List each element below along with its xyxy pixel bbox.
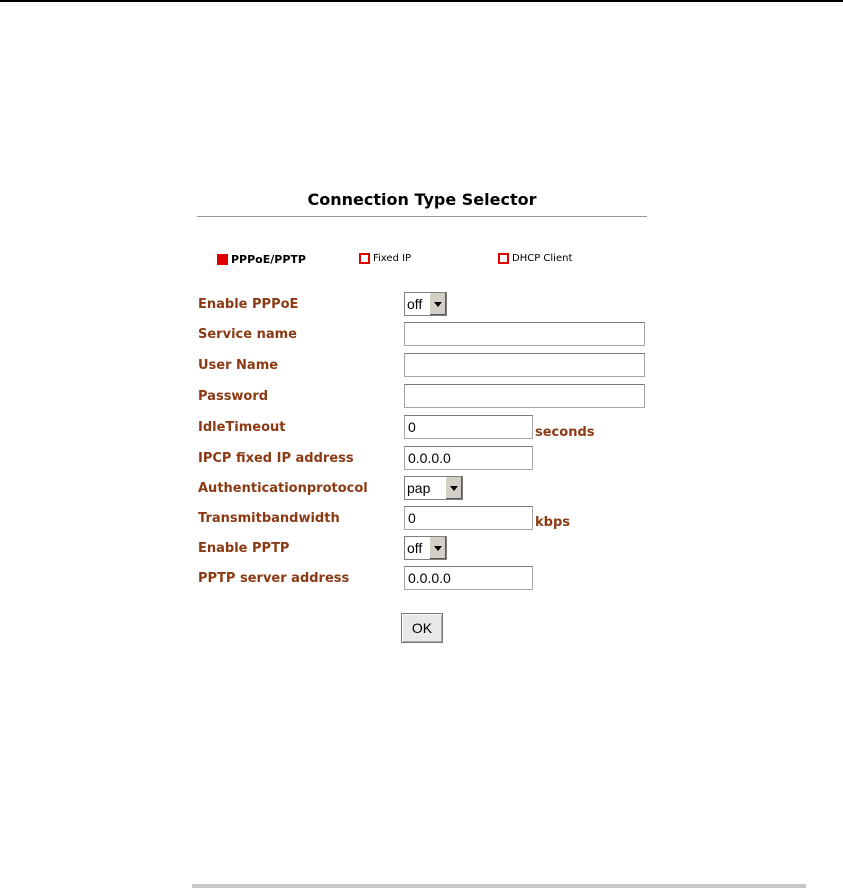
transmit-bandwidth-input[interactable]: 0 (404, 506, 533, 530)
password-input[interactable] (404, 384, 645, 408)
chevron-down-icon (434, 302, 442, 307)
dropdown-button[interactable] (429, 293, 446, 315)
idle-timeout-label: IdleTimeout (198, 420, 286, 435)
service-name-label: Service name (198, 327, 297, 342)
auth-protocol-label: Authenticationprotocol (198, 481, 368, 496)
dropdown-button[interactable] (429, 537, 446, 559)
unchecked-square-icon (359, 253, 370, 264)
auth-protocol-value: pap (407, 480, 431, 496)
pptp-server-input[interactable]: 0.0.0.0 (404, 566, 533, 590)
dropdown-button[interactable] (445, 477, 462, 499)
type-option-pppoe-pptp[interactable] (217, 253, 306, 266)
ipcp-fixed-ip-input[interactable]: 0.0.0.0 (404, 446, 533, 470)
ok-button[interactable]: OK (401, 613, 443, 643)
user-name-label: User Name (198, 358, 279, 373)
title-divider (197, 216, 647, 217)
transmit-bandwidth-label: Transmitbandwidth (198, 511, 340, 526)
enable-pptp-value: off (407, 540, 423, 556)
type-option-fixed-ip[interactable] (359, 253, 411, 264)
enable-pptp-label: Enable PPTP (198, 541, 290, 556)
unchecked-square-icon (498, 253, 509, 264)
chevron-down-icon (450, 486, 458, 491)
idle-timeout-unit: seconds (535, 425, 595, 440)
enable-pppoe-value: off (407, 296, 423, 312)
service-name-input[interactable] (404, 322, 645, 346)
page-title: Connection Type Selector (307, 190, 537, 209)
top-rule (0, 0, 843, 2)
transmit-bandwidth-unit: kbps (535, 515, 570, 530)
enable-pptp-select[interactable] (404, 536, 447, 560)
auth-protocol-select[interactable] (404, 476, 463, 500)
user-name-input[interactable] (404, 353, 645, 377)
checked-square-icon (217, 254, 228, 265)
type-option-label: DHCP Client (512, 253, 573, 264)
ipcp-fixed-ip-label: IPCP fixed IP address (198, 451, 354, 466)
password-label: Password (198, 389, 269, 404)
enable-pppoe-select[interactable] (404, 292, 447, 316)
chevron-down-icon (434, 546, 442, 551)
pptp-server-label: PPTP server address (198, 571, 350, 586)
type-option-label: PPPoE/PPTP (231, 253, 306, 266)
type-option-label: Fixed IP (373, 253, 412, 264)
enable-pppoe-label: Enable PPPoE (198, 297, 299, 312)
type-option-dhcp-client[interactable] (498, 253, 572, 264)
idle-timeout-input[interactable]: 0 (404, 415, 533, 439)
bottom-divider (192, 884, 806, 888)
